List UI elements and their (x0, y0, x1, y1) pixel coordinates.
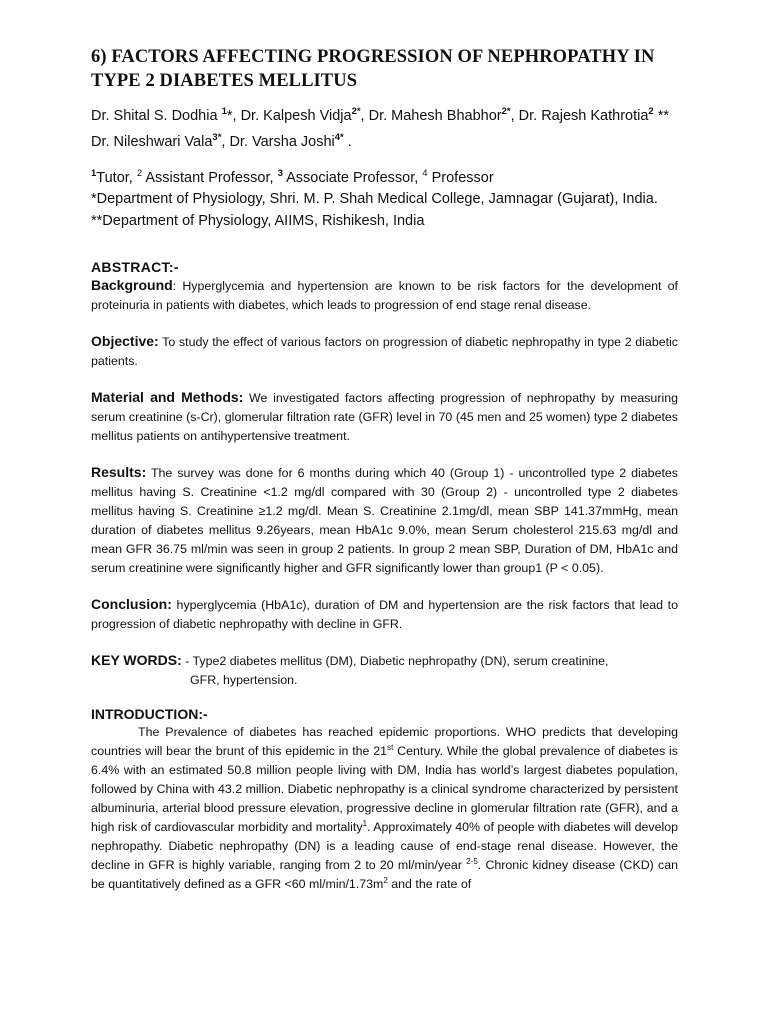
abstract-methods (91, 388, 678, 446)
rank-label: Professor (427, 169, 494, 186)
abstract-conclusion (91, 595, 678, 634)
intro-text: and the rate of (387, 877, 472, 892)
rank-marker: 2 (136, 167, 143, 179)
author-name: , Dr. Rajesh Kathrotia (510, 107, 649, 124)
background-label: Background (91, 277, 173, 294)
author-affiliation-marker: 2* (351, 106, 361, 117)
author-list-end: . (343, 133, 352, 150)
abstract-background (91, 276, 678, 315)
introduction-paragraph (91, 723, 678, 894)
author-affiliation-marker: 2 (648, 106, 654, 117)
rank-label: Associate Professor, (282, 169, 423, 186)
citation-marker: 1 (362, 819, 368, 829)
department-info: *Department of Physiology, Shri. M. P. Shah Medical College, Jamnagar (Gujarat), India. **Department of Physiology, AIIMS, Rishikesh, India (91, 191, 658, 230)
methods-label: Material and Methods: (91, 389, 244, 406)
conclusion-text: hyperglycemia (HbA1c), duration of DM and hypertension are the risk factors that lead to progression of diabetic nephropathy with decline in GFR. (91, 598, 678, 632)
background-text: : Hyperglycemia and hypertension are known to be risk factors for the development of proteinuria in patients with diabetes, which leads to progression of end stage renal disease. (91, 279, 678, 313)
abstract-objective (91, 332, 678, 371)
author-list (91, 101, 678, 153)
abstract-keywords (91, 651, 678, 690)
introduction-heading: INTRODUCTION:- (91, 706, 208, 723)
keywords-text-continued: GFR, hypertension. (190, 673, 298, 688)
intro-superscript: st (387, 743, 394, 753)
rank-marker: 1 (91, 167, 97, 179)
rank-label: Tutor, (96, 169, 137, 186)
author-name: , Dr. Mahesh Bhabhor (360, 107, 502, 124)
unit-superscript: 2 (383, 876, 388, 886)
author-name: ** Dr. Nileshwari Vala (91, 107, 670, 150)
rank-marker: 3 (277, 167, 283, 179)
results-text: The survey was done for 6 months during which 40 (Group 1) - uncontrolled type 2 diabetes mellitus having S. Creatinine <1.2 mg/dl compared with 30 (Group 2) - uncontrolled type 2 diabetes mellitus having S. Creatinine ≥1.2 mg/dl. Mean S. Creatinine 2.1mg/dl, mean SBP 141.37mmHg, mean duration of diabetes mellitus 9.26years, mean HbA1c 9.0%, mean Serum cholesterol 215.63 mg/dl and mean GFR 36.75 ml/min was seen in group 2 patients. In group 2 mean SBP, Duration of DM, HbA1c and serum creatinine were significantly higher and GFR significantly lower than group1 (P < 0.05). (91, 466, 678, 576)
abstract-heading: ABSTRACT:- (91, 259, 179, 276)
intro-text: Century. While the global prevalence of diabetes is 6.4% with an estimated 50.8 million people living with DM, India has world’s largest diabetes population, followed by China with 43.2 million. Diabetic nephropathy is a clinical syndrome characterized by persistent albuminuria, arterial blood pressure elevation, progressive decline in glomerular filtration rate (GFR), and a high risk of cardiovascular morbidity and mortality (91, 744, 678, 835)
objective-label: Objective: (91, 333, 159, 350)
intro-text: The Prevalence of diabetes has reached epidemic proportions. WHO predicts that developing countries will bear the brunt of this epidemic in the 21 (91, 725, 678, 759)
affiliations (91, 163, 678, 233)
author-mark: * (226, 107, 233, 124)
results-label: Results: (91, 464, 147, 481)
author-affiliation-marker: 3* (212, 131, 222, 143)
rank-label: Assistant Professor, (142, 169, 278, 186)
author-affiliation-marker: 2* (501, 106, 511, 117)
abstract-results (91, 463, 678, 578)
keywords-text: - Type2 diabetes mellitus (DM), Diabetic nephropathy (DN), serum creatinine, (181, 654, 609, 669)
intro-text: . Approximately 40% of people with diabetes will develop nephropathy. Diabetic nephropathy (DN) is a leading cause of end-stage renal disease. However, the decline in GFR is highly variable, ranging from 2 to 20 ml/min/year (91, 820, 678, 873)
author-affiliation-marker: 4* (334, 131, 344, 143)
author-name: Dr. Shital S. Dodhia (91, 107, 222, 124)
objective-text: To study the effect of various factors on progression of diabetic nephropathy in type 2 diabetic patients. (91, 335, 678, 369)
keywords-label: KEY WORDS: (91, 652, 182, 669)
conclusion-label: Conclusion: (91, 596, 172, 613)
citation-marker: 2-5 (466, 857, 478, 867)
author-name: , Dr. Varsha Joshi (221, 133, 335, 150)
intro-text: . Chronic kidney disease (CKD) can be quantitatively defined as a GFR <60 ml/min/1.73m (91, 858, 678, 892)
paper-title: 6) FACTORS AFFECTING PROGRESSION OF NEPHROPATHY IN TYPE 2 DIABETES MELLITUS (91, 47, 655, 91)
methods-text: We investigated factors affecting progression of nephropathy by measuring serum creatinine (s-Cr), glomerular filtration rate (GFR) level in 70 (45 men and 25 women) type 2 diabetes mellitus patients on antihypertensive treatment. (91, 391, 678, 444)
author-name: , Dr. Kalpesh Vidja (232, 107, 352, 124)
rank-marker: 4 (422, 167, 428, 179)
author-affiliation-marker: 1 (221, 106, 227, 117)
